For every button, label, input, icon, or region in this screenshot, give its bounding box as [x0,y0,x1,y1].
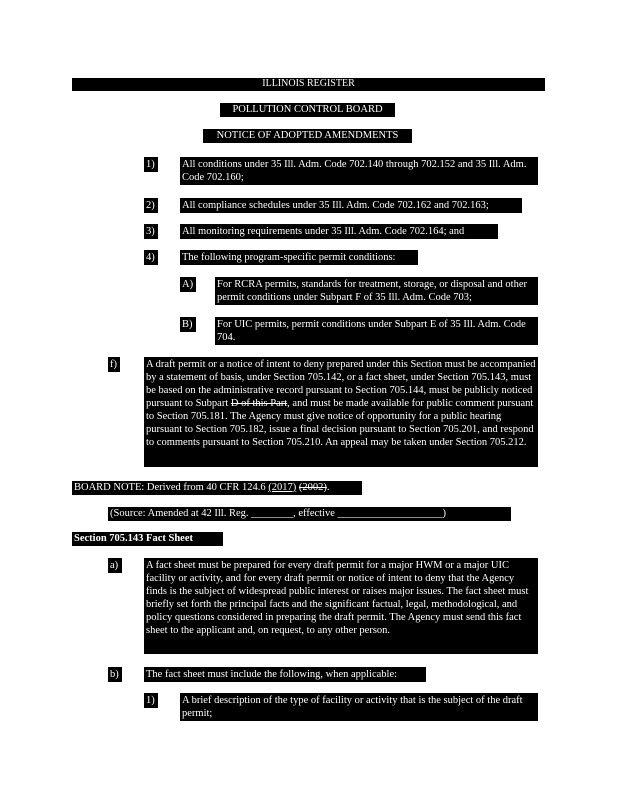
para-f-text-after: , and must be made available for public comment pursuant to Section 705.181. The Agency must give notice of opportunity for a public hearing pursuant to Section 705.182, issue a final decision pursuant to Section 705.201, and respond to comments pursuant to Section 705.210. An appeal may be taken under Section 705.212. [146,398,534,448]
item-label: 1) [144,157,158,172]
para-b-label: b) [108,667,122,682]
para-b1-text: A brief description of the type of facility or activity that is the subject of the draft permit; [180,693,538,721]
item-text: All compliance schedules under 35 Ill. Adm. Code 702.162 and 702.163; [180,198,522,213]
board-note-new-year: (2017) [268,482,297,493]
board-note [72,481,362,495]
board-note-text: BOARD NOTE: Derived from 40 CFR 124.6 [74,482,269,493]
para-f-label: f) [108,357,120,372]
para-a-text: A fact sheet must be prepared for every draft permit for a major HWM or a major UIC facility or activity, and for every draft permit or notice of intent to deny that the Agency finds is the subject of widespread public interest or raises major issues. The fact sheet must briefly set forth the principal facts and the significant factual, legal, methodological, and policy questions considered in preparing the draft permit. The Agency must send this fact sheet to the applicant and, on request, to any other person. [144,558,538,654]
para-f-text [144,357,538,467]
para-b-text: The fact sheet must include the following, when applicable: [144,667,426,682]
para-b1-label: 1) [144,693,158,708]
board-note-end: . [326,482,330,493]
item-label: 3) [144,224,158,239]
section-title: Section 705.143 Fact Sheet [72,532,223,546]
para-f-text-before: A draft permit or a notice of intent to deny prepared under this Section must be accompanied by a statement of basis, under Section 705.142, or a fact sheet, under Section 705.143, must be based on the administrative record pursuant to Section 705.144, must be publicly noticed pursuant to Subpart [146,359,536,409]
item-text: The following program-specific permit conditions: [180,250,418,265]
source-note: (Source: Amended at 42 Ill. Reg. ________, effective ____________________) [108,507,511,521]
notice-title: NOTICE OF ADOPTED AMENDMENTS [203,129,412,143]
para-a-label: a) [108,558,122,573]
item-label: 4) [144,250,158,265]
subitem-label: B) [180,317,196,332]
deleted-text: D of this Part [230,398,288,409]
subitem-text: For RCRA permits, standards for treatment, storage, or disposal and other permit conditions under Subpart F of 35 Ill. Adm. Code 703; [215,277,538,305]
subitem-text: For UIC permits, permit conditions under Subpart E of 35 Ill. Adm. Code 704. [215,317,538,345]
item-text: All conditions under 35 Ill. Adm. Code 702.140 through 702.152 and 35 Ill. Adm. Code 702.160; [180,157,538,185]
board-note-old-year: (2002) [298,482,327,493]
register-header: ILLINOIS REGISTER [72,78,545,91]
subitem-label: A) [180,277,196,292]
board-title: POLLUTION CONTROL BOARD [220,103,395,117]
item-text: All monitoring requirements under 35 Ill. Adm. Code 702.164; and [180,224,498,239]
item-label: 2) [144,198,158,213]
